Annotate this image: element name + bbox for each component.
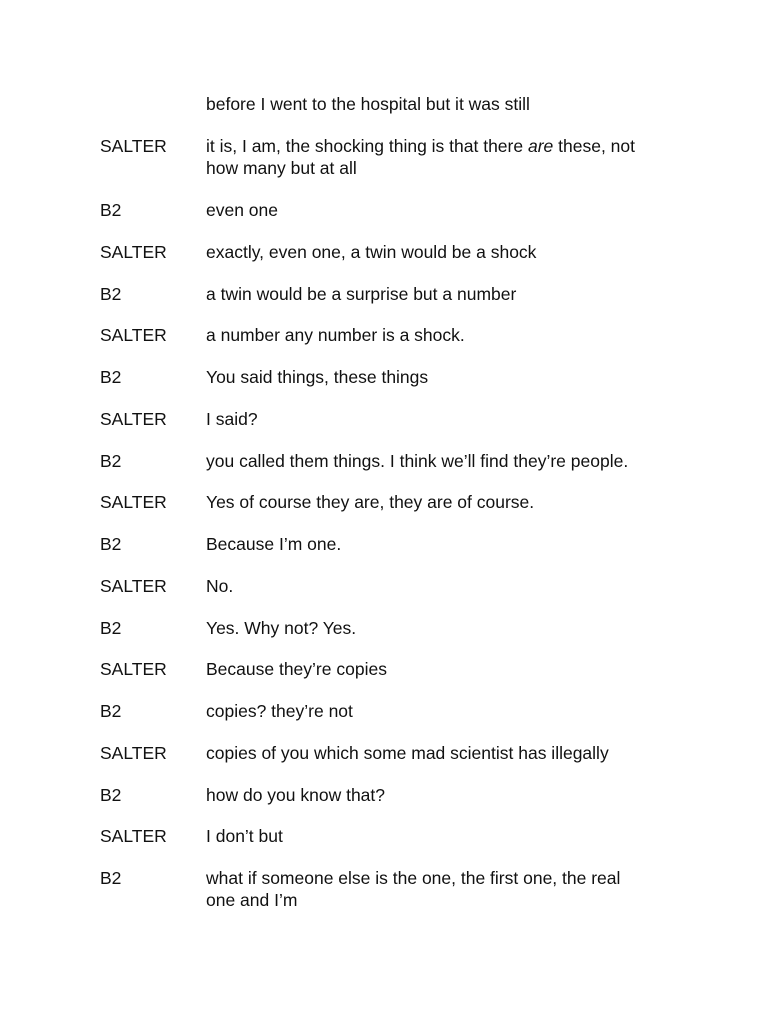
dialogue-text	[206, 135, 676, 179]
dialogue-text: exactly, even one, a twin would be a shock	[206, 242, 537, 262]
dialogue-text: No.	[206, 576, 234, 596]
speaker-name: B2	[100, 618, 122, 638]
dialogue-text: Because I’m one.	[206, 534, 342, 554]
speaker-name: SALTER	[100, 659, 167, 679]
dialogue-segment: it is, I am, the shocking thing is that there	[206, 136, 528, 156]
dialogue-text: copies of you which some mad scientist has illegally	[206, 743, 609, 763]
dialogue-text: copies? they’re not	[206, 701, 353, 721]
speaker-name: SALTER	[100, 136, 167, 156]
dialogue-text: what if someone else is the one, the first one, the real one and I’m	[206, 868, 621, 910]
dialogue-text: how do you know that?	[206, 785, 386, 805]
dialogue-text: You said things, these things	[206, 367, 429, 387]
speaker-name: SALTER	[100, 826, 167, 846]
dialogue-text: Yes of course they are, they are of course.	[206, 492, 535, 512]
speaker-name: B2	[100, 534, 122, 554]
emphasized-word: are	[527, 136, 554, 156]
dialogue-text: I don’t but	[206, 826, 283, 846]
speaker-name: SALTER	[100, 492, 167, 512]
speaker-name: B2	[100, 200, 122, 220]
speaker-name: SALTER	[100, 242, 167, 262]
dialogue-segment: these, not how many but at all	[206, 136, 635, 178]
speaker-name: B2	[100, 868, 122, 888]
dialogue-text: a number any number is a shock.	[206, 325, 465, 345]
speaker-name: B2	[100, 367, 122, 387]
dialogue-text: before I went to the hospital but it was still	[206, 94, 530, 114]
speaker-name: SALTER	[100, 409, 167, 429]
dialogue-text: Because they’re copies	[206, 659, 387, 679]
speaker-name: B2	[100, 451, 122, 471]
dialogue-text: a twin would be a surprise but a number	[206, 284, 517, 304]
speaker-name: B2	[100, 284, 122, 304]
dialogue-text: Yes. Why not? Yes.	[206, 618, 357, 638]
speaker-name: B2	[100, 701, 122, 721]
speaker-name: B2	[100, 785, 122, 805]
dialogue-text: even one	[206, 200, 279, 220]
speaker-name: SALTER	[100, 325, 167, 345]
speaker-name: SALTER	[100, 576, 167, 596]
dialogue-text: I said?	[206, 409, 258, 429]
dialogue-text: you called them things. I think we’ll find they’re people.	[206, 451, 629, 471]
speaker-name: SALTER	[100, 743, 167, 763]
